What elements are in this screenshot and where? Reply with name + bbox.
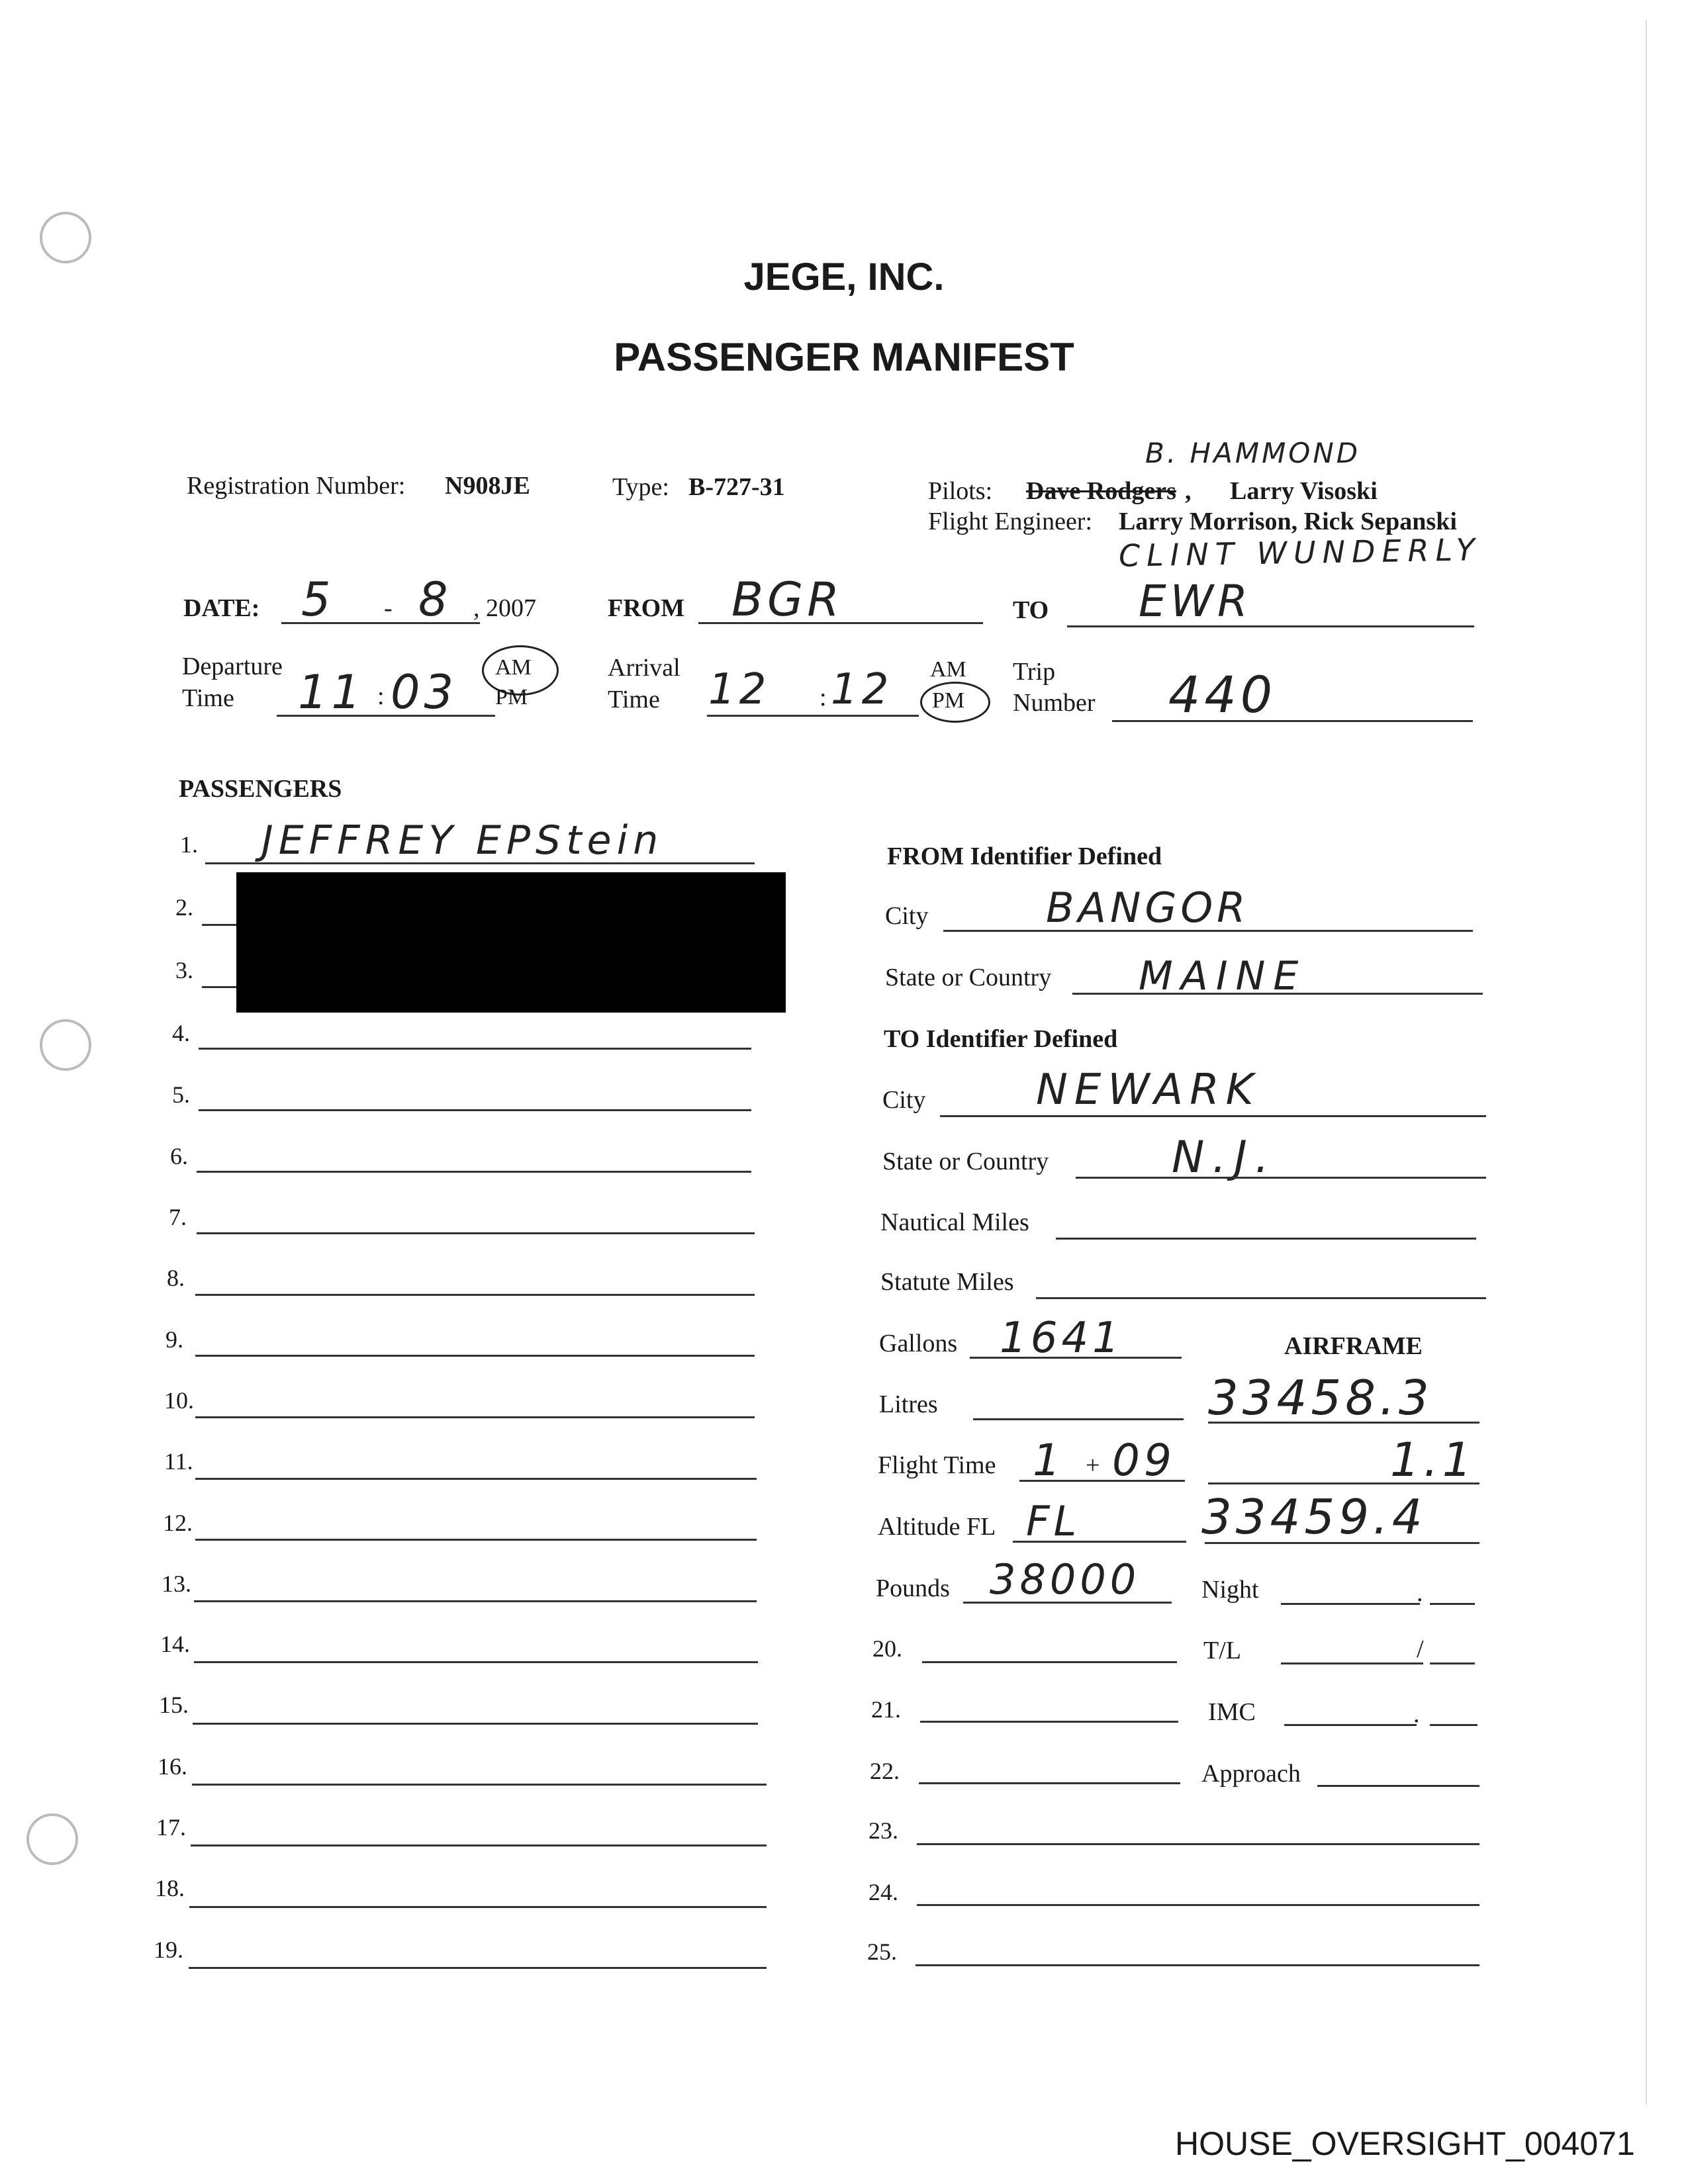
imc-label: IMC: [1208, 1698, 1256, 1726]
passenger-number: 12.: [163, 1510, 193, 1536]
engineer-handwritten: CLINT WUNDERLY: [1118, 531, 1482, 574]
airframe-line-2: [1208, 1482, 1479, 1484]
departure-colon: :: [377, 682, 385, 710]
altitude-value: FL: [1026, 1497, 1081, 1545]
passenger-1-name: JEFFREY EPStein: [261, 817, 664, 864]
row-number-25: 25.: [867, 1938, 897, 1965]
passenger-line: [189, 1906, 767, 1908]
pounds-line: [963, 1602, 1172, 1604]
engineer-value: Larry Morrison, Rick Sepanski: [1119, 508, 1457, 535]
engineer-label: Flight Engineer:: [928, 508, 1093, 535]
passenger-line: [195, 1416, 755, 1418]
flight-time-line: [1019, 1480, 1185, 1482]
from-line: [698, 622, 983, 624]
row-number-22: 22.: [870, 1758, 900, 1784]
pounds-label: Pounds: [876, 1574, 950, 1602]
flight-time-plus: +: [1086, 1451, 1100, 1479]
to-city-line: [940, 1115, 1486, 1117]
approach-line: [1317, 1785, 1479, 1787]
to-label: TO: [1013, 596, 1049, 624]
company-name: JEGE, INC.: [743, 255, 945, 298]
passenger-line: [197, 1232, 755, 1234]
tl-line-2: [1430, 1662, 1475, 1664]
night-line-hours: [1281, 1603, 1420, 1605]
litres-line: [973, 1418, 1184, 1420]
departure-line: [277, 715, 495, 717]
trip-number-value: 440: [1168, 665, 1277, 724]
litres-label: Litres: [879, 1390, 938, 1418]
registration-label: Registration Number:: [187, 472, 406, 500]
to-line: [1067, 625, 1474, 627]
night-dot: .: [1417, 1579, 1423, 1607]
airframe-heading: AIRFRAME: [1284, 1332, 1423, 1360]
passenger-number: 16.: [158, 1753, 187, 1780]
passenger-number: 2.: [175, 894, 193, 921]
bates-number: HOUSE_OVERSIGHT_004071: [1175, 2125, 1635, 2162]
passenger-line: [199, 1048, 751, 1050]
date-month: 5: [301, 572, 335, 627]
to-state-line: [1076, 1177, 1486, 1179]
passenger-line: [194, 1661, 758, 1663]
pounds-value: 38000: [990, 1555, 1141, 1604]
date-line: [281, 622, 480, 624]
type-value: B-727-31: [688, 473, 785, 501]
airframe-value-1: 33458.3: [1208, 1370, 1433, 1426]
pilot-struck-name: Dave Rodgers: [1026, 477, 1176, 505]
date-year: , 2007: [473, 594, 536, 622]
punch-hole-middle: [40, 1019, 91, 1071]
passenger-line: [195, 1478, 757, 1480]
redaction-box: [236, 872, 786, 1013]
row-line-24: [917, 1904, 1479, 1906]
passenger-line: [197, 1171, 751, 1173]
passenger-line: [192, 1784, 767, 1786]
gallons-line: [970, 1357, 1182, 1359]
passenger-line: [199, 1109, 751, 1111]
arrival-label-2: Time: [608, 686, 660, 713]
nautical-miles-label: Nautical Miles: [880, 1208, 1029, 1236]
passenger-number: 18.: [155, 1875, 185, 1901]
trip-number-line: [1112, 720, 1473, 722]
tl-label: T/L: [1203, 1637, 1241, 1664]
arrival-line: [707, 715, 919, 717]
pilots-label: Pilots:: [928, 477, 993, 505]
departure-label-1: Departure: [182, 653, 283, 680]
night-label: Night: [1201, 1576, 1259, 1604]
departure-minute: 03: [391, 665, 458, 719]
passenger-line: [193, 1723, 758, 1725]
row-number-21: 21.: [871, 1696, 901, 1723]
imc-line-hours: [1284, 1724, 1417, 1726]
departure-hour: 11: [298, 665, 365, 719]
passenger-number: 10.: [164, 1387, 194, 1414]
date-separator: -: [384, 594, 393, 622]
passenger-number: 3.: [175, 957, 193, 983]
passenger-number: 15.: [159, 1692, 189, 1718]
to-value: EWR: [1139, 576, 1252, 627]
row-line-23: [917, 1843, 1479, 1845]
statute-miles-line: [1036, 1297, 1486, 1299]
passenger-number: 6.: [170, 1143, 188, 1169]
punch-hole-bottom: [26, 1813, 78, 1865]
row-line-25: [915, 1964, 1479, 1966]
flight-time-minutes: 09: [1112, 1435, 1176, 1486]
passenger-number: 5.: [172, 1081, 190, 1108]
passenger-line: [195, 1355, 755, 1357]
departure-pm: PM: [495, 685, 528, 709]
passenger-number: 11.: [164, 1448, 193, 1475]
tl-slash: /: [1417, 1635, 1424, 1663]
from-value: BGR: [731, 572, 843, 627]
row-number-20: 20.: [872, 1635, 902, 1662]
registration-value: N908JE: [445, 472, 530, 500]
arrival-colon: :: [820, 684, 827, 711]
night-line-tenths: [1430, 1603, 1475, 1605]
gallons-value: 1641: [1000, 1314, 1123, 1363]
passenger-line: [191, 1844, 767, 1846]
row-line-21: [920, 1721, 1178, 1723]
arrival-am: AM: [930, 657, 966, 682]
passenger-number: 19.: [154, 1936, 183, 1963]
departure-am: AM: [495, 655, 532, 680]
passenger-number: 9.: [165, 1326, 183, 1353]
from-city-line: [943, 930, 1473, 932]
from-state-line: [1072, 993, 1483, 995]
passenger-number: 17.: [156, 1814, 186, 1841]
row-line-20: [922, 1661, 1177, 1663]
tl-line-1: [1281, 1662, 1423, 1664]
passenger-number: 1.: [180, 831, 198, 858]
passenger-number: 14.: [160, 1631, 190, 1657]
arrival-pm: PM: [932, 688, 965, 713]
to-state-label: State or Country: [882, 1148, 1049, 1175]
altitude-label: Altitude FL: [878, 1513, 996, 1541]
passengers-heading: PASSENGERS: [179, 775, 342, 803]
airframe-line-3: [1205, 1542, 1479, 1544]
from-state-label: State or Country: [885, 964, 1052, 991]
imc-line-tenths: [1430, 1724, 1477, 1726]
arrival-hour: 12: [708, 665, 771, 714]
airframe-value-2: 1.1: [1390, 1433, 1476, 1487]
passenger-number: 4.: [172, 1020, 190, 1046]
from-label: FROM: [608, 594, 685, 622]
statute-miles-label: Statute Miles: [880, 1268, 1014, 1296]
passenger-number: 13.: [162, 1570, 191, 1597]
pilot-name: Larry Visoski: [1230, 477, 1378, 505]
imc-dot: .: [1413, 1700, 1420, 1728]
to-state-value: N.J.: [1172, 1132, 1277, 1183]
nautical-miles-line: [1056, 1238, 1476, 1240]
arrival-pm-circle: [920, 682, 990, 723]
trip-label-2: Number: [1013, 689, 1096, 717]
to-city-label: City: [882, 1086, 926, 1114]
document-title: PASSENGER MANIFEST: [614, 335, 1074, 379]
date-label: DATE:: [183, 594, 260, 622]
row-line-22: [919, 1782, 1180, 1784]
passenger-line: [189, 1967, 767, 1969]
gallons-label: Gallons: [879, 1330, 958, 1357]
airframe-line-1: [1208, 1422, 1479, 1424]
pilot-handwritten: B. HAMMOND: [1145, 437, 1361, 469]
trip-label-1: Trip: [1013, 658, 1056, 686]
from-state-value: MAINE: [1139, 953, 1307, 999]
from-identifier-heading: FROM Identifier Defined: [887, 842, 1162, 870]
passenger-number: 8.: [167, 1265, 185, 1291]
from-city-label: City: [885, 902, 929, 930]
passenger-line: [195, 1539, 757, 1541]
flight-time-hours: 1: [1033, 1435, 1064, 1486]
departure-label-2: Time: [182, 684, 234, 712]
arrival-label-1: Arrival: [608, 654, 680, 682]
date-day: 8: [418, 572, 452, 627]
row-number-24: 24.: [868, 1879, 898, 1905]
passenger-line: [195, 1294, 755, 1296]
approach-label: Approach: [1201, 1760, 1301, 1788]
type-label: Type:: [612, 473, 669, 501]
from-city-value: BANGOR: [1046, 884, 1250, 932]
flight-time-label: Flight Time: [878, 1451, 996, 1479]
page-edge-line: [1646, 20, 1647, 2105]
row-number-23: 23.: [868, 1817, 898, 1844]
to-identifier-heading: TO Identifier Defined: [884, 1025, 1118, 1053]
passenger-number: 7.: [169, 1204, 187, 1230]
arrival-minute: 12: [831, 665, 893, 714]
airframe-value-3: 33459.4: [1201, 1489, 1427, 1545]
pilot-separator: ,: [1185, 477, 1192, 505]
to-city-value: NEWARK: [1036, 1066, 1260, 1115]
altitude-line: [1013, 1541, 1186, 1543]
passenger-line: [194, 1600, 757, 1602]
